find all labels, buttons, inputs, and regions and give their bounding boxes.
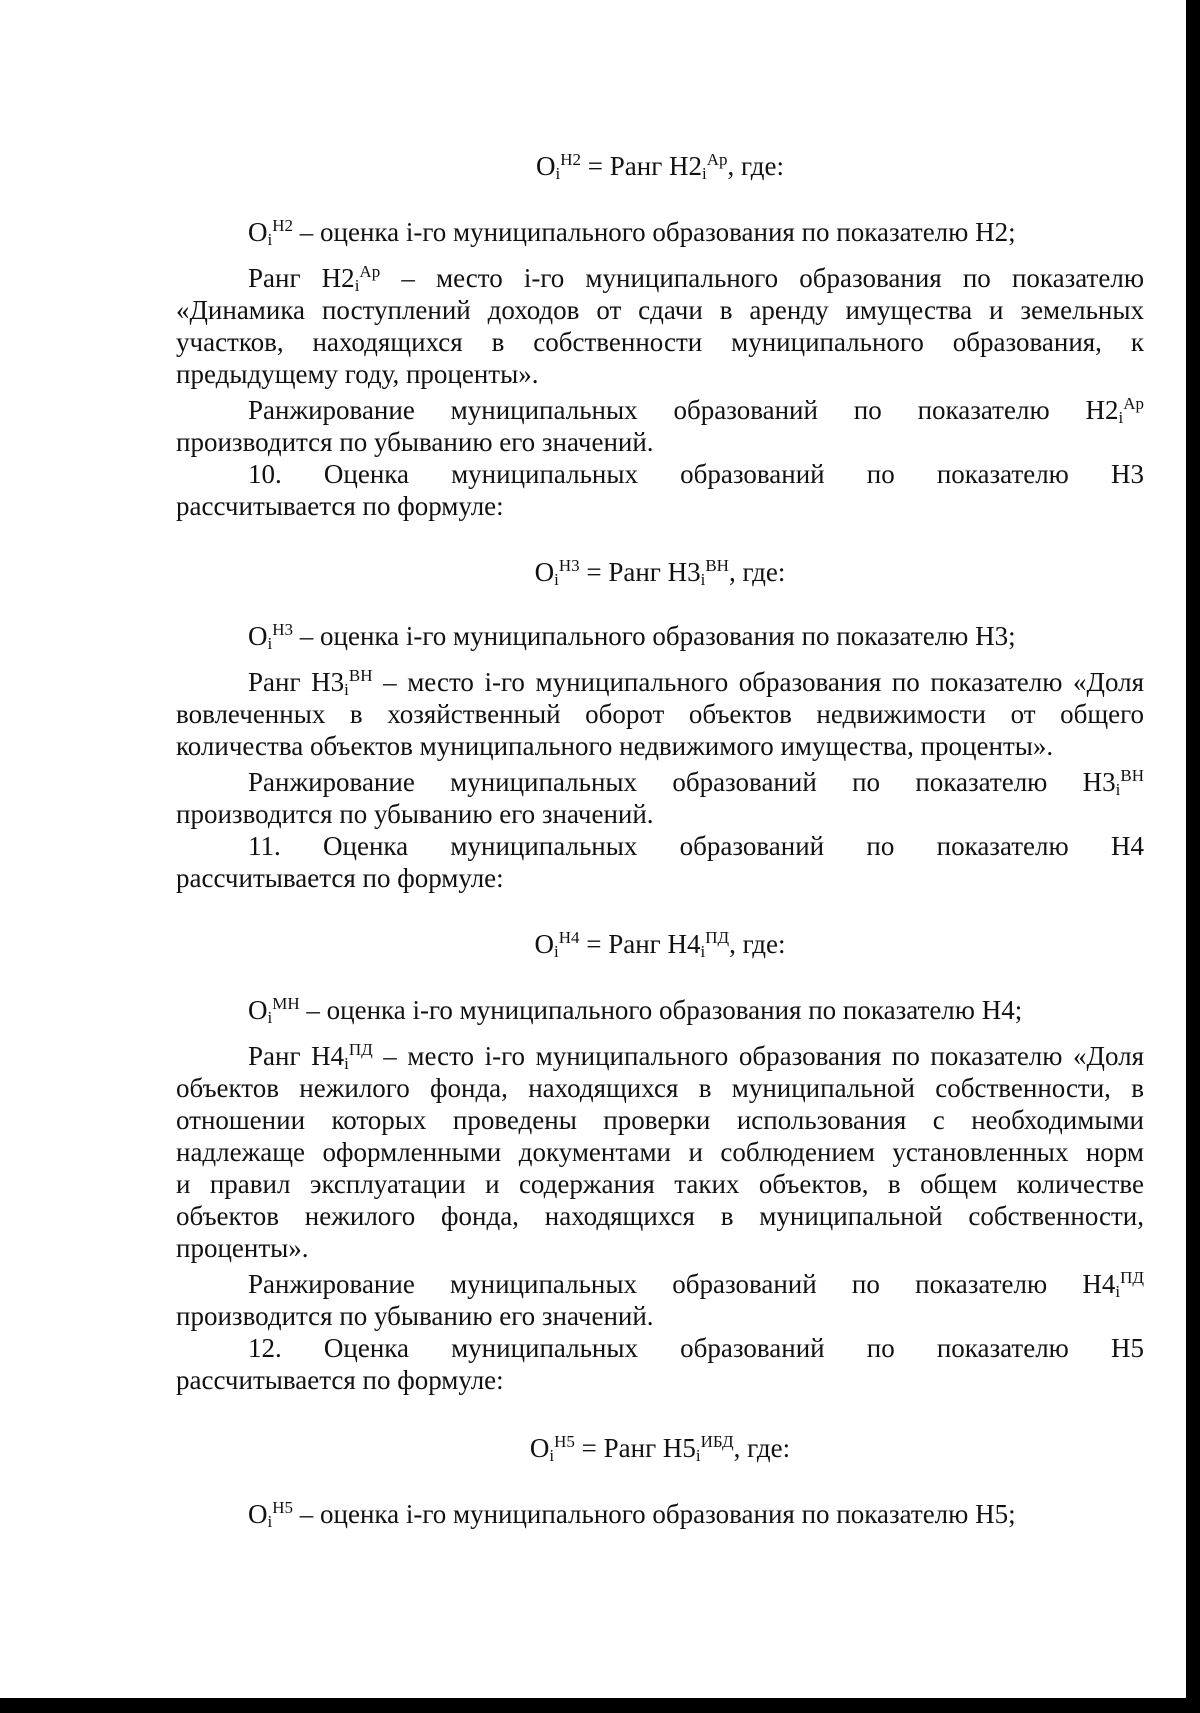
formula-superscript: ВН xyxy=(348,666,373,685)
formula-text: Ранг H3 xyxy=(248,667,345,697)
paragraph-line: проценты». xyxy=(176,1233,309,1263)
definition-h3-estimate xyxy=(176,620,1144,652)
formula-subscript: i xyxy=(554,570,559,589)
formula-symbol: O xyxy=(536,151,556,181)
definition-text: – место i-го муниципального образования по показателю «Доля xyxy=(372,1041,1144,1071)
formula-text: = Ранг H5 xyxy=(574,1433,696,1463)
ranking-h2-line xyxy=(176,394,1144,426)
paragraph-line: производится по убыванию его значений. xyxy=(176,1301,654,1331)
paragraph-text: Ранжирование муниципальных образований по показателю H3 xyxy=(248,767,1116,797)
formula-superscript: ИБД xyxy=(700,1432,734,1451)
paragraph-line: и правил эксплуатации и содержания таких объектов, в общем количестве xyxy=(176,1169,1144,1199)
paragraph-line: количества объектов муниципального недвижимого имущества, проценты». xyxy=(176,731,1054,761)
formula-subscript: i xyxy=(344,1054,349,1073)
formula-h4 xyxy=(176,928,1144,960)
formula-subscript: i xyxy=(695,1446,701,1465)
formula-symbol: O xyxy=(248,1499,268,1529)
formula-superscript: MH xyxy=(272,994,300,1013)
paragraph-line: «Динамика поступлений доходов от сдачи в аренду имущества и земельных xyxy=(176,295,1144,325)
definition-text: – оценка i-го муниципального образования по показателю H4; xyxy=(299,995,1023,1025)
formula-text: , где: xyxy=(727,151,784,181)
item-12-line: 12. Оценка муниципальных образований по показателю H5 xyxy=(248,1333,1144,1363)
definition-h2-rank-line xyxy=(176,262,1144,294)
formula-subscript: i xyxy=(1118,408,1124,427)
paragraph-text: Ранжирование муниципальных образований по показателю H4 xyxy=(248,1269,1116,1299)
paragraph-line: рассчитывается по формуле: xyxy=(176,863,504,893)
definition-text: – оценка i-го муниципального образования по показателю H5; xyxy=(293,1499,1016,1529)
definition-h4-rank-line xyxy=(176,1040,1144,1072)
formula-symbol: O xyxy=(529,1433,550,1463)
formula-subscript: i xyxy=(1115,1282,1121,1301)
formula-symbol: O xyxy=(534,557,555,587)
ranking-h4-line xyxy=(176,1268,1144,1300)
item-10-line: 10. Оценка муниципальных образований по показателю H3 xyxy=(248,459,1144,489)
definition-text: – оценка i-го муниципального образования по показателю H3; xyxy=(293,621,1016,651)
formula-text: , где: xyxy=(733,1433,791,1463)
paragraph-text: Ранжирование муниципальных образований по показателю H2 xyxy=(248,395,1119,425)
formula-subscript: i xyxy=(267,230,273,249)
formula-superscript: H5 xyxy=(554,1432,575,1451)
paragraph-line: объектов нежилого фонда, находящихся в муниципальной собственности, xyxy=(176,1201,1144,1231)
scan-edge-bottom xyxy=(0,1698,1200,1713)
formula-symbol: O xyxy=(248,621,268,651)
formula-superscript: ПД xyxy=(1120,1268,1144,1287)
paragraph-line: вовлеченных в хозяйственный оборот объектов недвижимости от общего xyxy=(176,699,1144,729)
formula-subscript: i xyxy=(553,942,559,961)
definition-h3-rank-line xyxy=(176,666,1144,698)
formula-symbol: O xyxy=(248,995,268,1025)
formula-symbol: O xyxy=(248,217,268,247)
formula-subscript: i xyxy=(354,276,360,295)
formula-symbol: O xyxy=(534,929,554,959)
formula-superscript: ПД xyxy=(348,1040,373,1059)
definition-text: – оценка i-го муниципального образования по показателю H2; xyxy=(293,217,1016,247)
formula-subscript: i xyxy=(702,164,707,183)
formula-subscript: i xyxy=(700,570,706,589)
formula-superscript: ВН xyxy=(1120,766,1144,785)
formula-subscript: i xyxy=(1115,780,1121,799)
formula-superscript: H4 xyxy=(558,928,580,947)
paragraph-line: производится по убыванию его значений. xyxy=(176,427,654,457)
formula-text: = Ранг H2 xyxy=(581,151,703,181)
formula-superscript: H5 xyxy=(272,1498,294,1517)
ranking-h3-line xyxy=(176,766,1144,798)
formula-text: Ранг H4 xyxy=(248,1041,345,1071)
formula-superscript: H3 xyxy=(272,620,294,639)
paragraph-line: объектов нежилого фонда, находящихся в муниципальной собственности, в xyxy=(176,1073,1144,1103)
definition-text: – место i-го муниципального образования по показателю xyxy=(380,263,1144,293)
paragraph-line: участков, находящихся в собственности муниципального образования, к xyxy=(176,327,1144,357)
paragraph-line: предыдущему году, проценты». xyxy=(176,359,539,389)
formula-superscript: H2 xyxy=(272,216,294,235)
paragraph-line: рассчитывается по формуле: xyxy=(176,1365,504,1395)
formula-h5 xyxy=(176,1432,1144,1464)
item-11-line: 11. Оценка муниципальных образований по показателю H4 xyxy=(248,831,1144,861)
formula-superscript: H3 xyxy=(558,556,580,575)
formula-text: = Ранг H3 xyxy=(579,557,701,587)
formula-text: , где: xyxy=(729,929,786,959)
formula-subscript: i xyxy=(267,1512,273,1531)
formula-text: Ранг H2 xyxy=(248,263,355,293)
paragraph-line: надлежаще оформленными документами и соблюдением установленных норм xyxy=(176,1137,1144,1167)
formula-superscript: Ар xyxy=(706,150,728,169)
scan-edge-right xyxy=(1186,0,1200,1713)
paragraph-line: отношении которых проведены проверки использования с необходимыми xyxy=(176,1105,1144,1135)
formula-text: , где: xyxy=(728,557,786,587)
definition-h2-estimate xyxy=(176,216,1144,248)
formula-superscript: ПД xyxy=(705,928,730,947)
formula-h2 xyxy=(176,150,1144,182)
formula-subscript: i xyxy=(555,164,561,183)
formula-superscript: ВН xyxy=(705,556,729,575)
formula-text: = Ранг H4 xyxy=(579,929,701,959)
definition-text: – место i-го муниципального образования по показателю «Доля xyxy=(372,667,1144,697)
formula-subscript: i xyxy=(549,1446,555,1465)
formula-superscript: Ар xyxy=(359,262,381,281)
definition-h4-estimate xyxy=(176,994,1144,1026)
paragraph-line: производится по убыванию его значений. xyxy=(176,799,654,829)
formula-subscript: i xyxy=(700,942,706,961)
paragraph-line: рассчитывается по формуле: xyxy=(176,491,504,521)
formula-superscript: Ар xyxy=(1123,394,1144,413)
formula-subscript: i xyxy=(267,1008,273,1027)
formula-subscript: i xyxy=(344,680,349,699)
formula-subscript: i xyxy=(267,634,273,653)
formula-h3 xyxy=(176,556,1144,588)
definition-h5-estimate xyxy=(176,1498,1144,1530)
formula-superscript: H2 xyxy=(560,150,582,169)
